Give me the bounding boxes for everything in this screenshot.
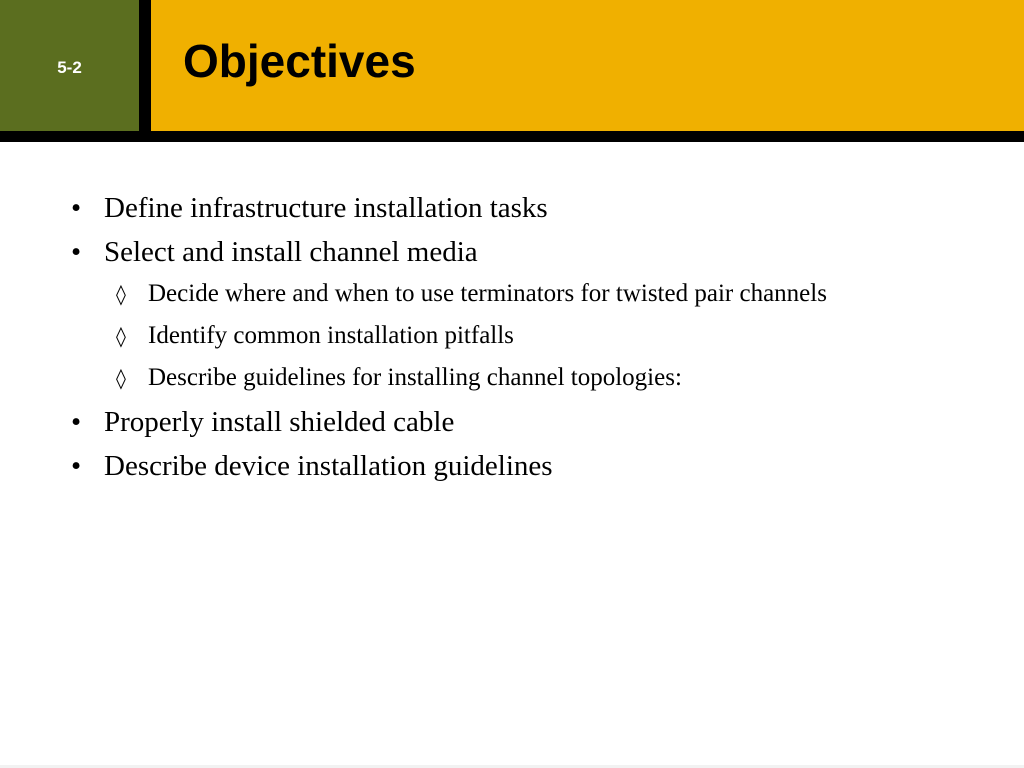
list-item-text: Define infrastructure installation tasks — [104, 192, 548, 224]
diamond-bullet-icon: ◊ — [116, 324, 126, 348]
header-horizontal-divider — [0, 131, 1024, 142]
bullet-marker: • — [71, 450, 82, 482]
list-item-text: Properly install shielded cable — [104, 406, 455, 438]
sub-list-item-text: Describe guidelines for installing channel topologies: — [148, 364, 682, 391]
list-item-text: Select and install channel media — [104, 236, 478, 268]
sub-list-item-text: Decide where and when to use terminators for twisted pair channels — [148, 280, 827, 307]
sub-list-item — [0, 278, 908, 310]
slide-number-panel — [0, 0, 139, 131]
bullet-marker: • — [71, 192, 82, 224]
slide-title: Objectives — [183, 35, 416, 87]
list-item — [0, 190, 964, 226]
diamond-bullet-icon: ◊ — [116, 366, 126, 390]
objectives-list — [0, 190, 1024, 492]
slide-number: 5-2 — [57, 58, 82, 77]
list-item — [0, 404, 964, 440]
list-item — [0, 234, 964, 270]
list-item-text: Describe device installation guidelines — [104, 450, 553, 482]
list-item — [0, 448, 964, 484]
slide-header — [0, 0, 1024, 142]
sub-list-item — [0, 362, 908, 394]
sub-list-item — [0, 320, 908, 352]
bullet-marker: • — [71, 406, 82, 438]
sub-list-item-text: Identify common installation pitfalls — [148, 322, 514, 349]
bullet-marker: • — [71, 236, 82, 268]
diamond-bullet-icon: ◊ — [116, 282, 126, 306]
header-vertical-divider — [139, 0, 151, 142]
